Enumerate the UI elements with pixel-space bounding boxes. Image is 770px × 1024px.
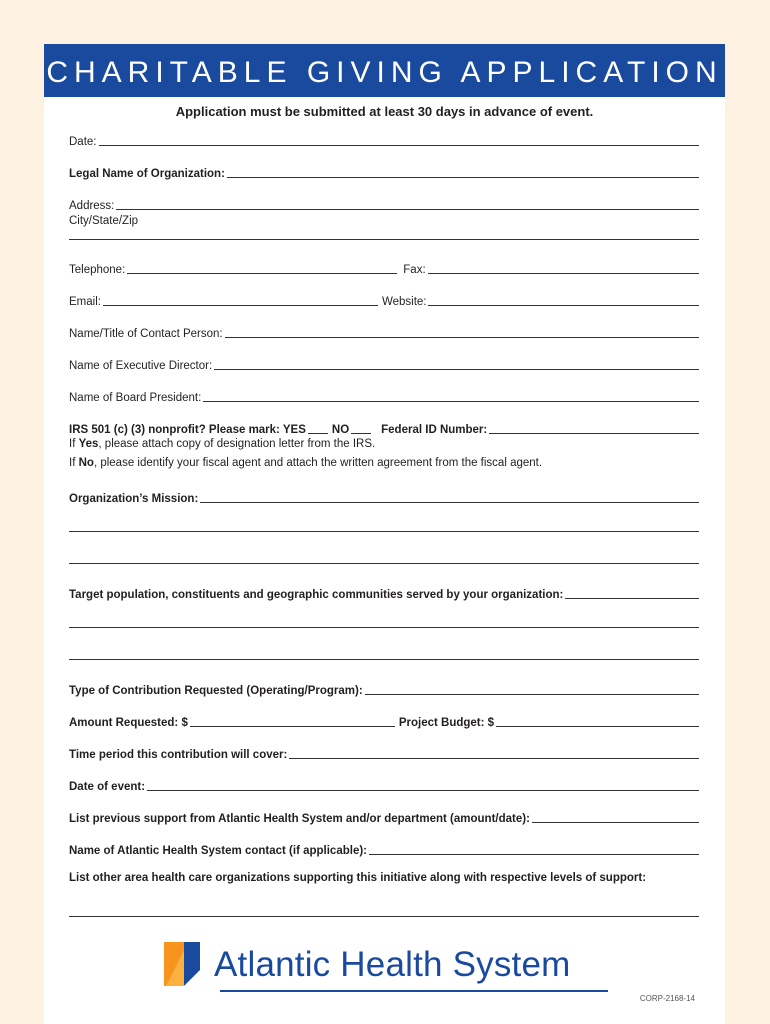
executive-director-field[interactable] xyxy=(69,352,699,372)
irs-no-blank[interactable] xyxy=(351,421,371,434)
logo-underline xyxy=(220,990,608,992)
mission-label: Organization’s Mission: xyxy=(69,493,199,505)
fax-label: Fax: xyxy=(403,264,426,276)
event-date-line[interactable] xyxy=(147,778,699,791)
address-line[interactable] xyxy=(116,197,699,210)
date-line[interactable] xyxy=(99,133,700,146)
telephone-label: Telephone: xyxy=(69,264,126,276)
atlantic-health-logo-mark-icon xyxy=(164,940,200,991)
amount-requested-line[interactable] xyxy=(190,714,395,727)
address-field[interactable] xyxy=(69,192,699,212)
irs-question-label: IRS 501 (c) (3) nonprofit? Please mark: YES xyxy=(69,424,306,436)
other-orgs-line[interactable] xyxy=(69,916,699,917)
if-no-instruction xyxy=(69,457,542,469)
city-state-zip-line[interactable] xyxy=(69,239,699,240)
if-yes-emphasis: Yes xyxy=(78,438,99,450)
city-state-zip-label: City/State/Zip xyxy=(69,215,139,227)
executive-director-line[interactable] xyxy=(214,357,699,370)
email-website-row xyxy=(69,288,699,308)
other-orgs-label: List other area health care organizations supporting this initiative along with respective levels of support: xyxy=(69,872,647,884)
contribution-type-label: Type of Contribution Requested (Operating/Program): xyxy=(69,685,363,697)
target-population-field[interactable] xyxy=(69,581,699,601)
fax-line[interactable] xyxy=(428,261,699,274)
legal-name-line[interactable] xyxy=(227,165,699,178)
time-period-field[interactable] xyxy=(69,741,699,761)
application-form-page xyxy=(44,44,725,1024)
executive-director-label: Name of Executive Director: xyxy=(69,360,213,372)
if-no-emphasis: No xyxy=(78,457,94,469)
email-label: Email: xyxy=(69,296,101,308)
contact-person-field[interactable] xyxy=(69,320,699,340)
irs-yes-blank[interactable] xyxy=(308,421,328,434)
target-population-line[interactable] xyxy=(565,586,699,599)
ahs-contact-label: Name of Atlantic Health System contact (if applicable): xyxy=(69,845,367,857)
if-yes-instruction xyxy=(69,438,375,450)
amount-requested-label: Amount Requested: $ xyxy=(69,717,188,729)
contribution-type-line[interactable] xyxy=(365,682,699,695)
amount-budget-row xyxy=(69,709,699,729)
irs-status-row xyxy=(69,416,699,436)
irs-no-label: NO xyxy=(331,424,350,436)
website-label: Website: xyxy=(381,296,427,308)
project-budget-line[interactable] xyxy=(496,714,699,727)
contact-person-line[interactable] xyxy=(225,325,699,338)
if-no-prefix: If xyxy=(69,457,79,469)
mission-line-2[interactable] xyxy=(69,531,699,532)
board-president-line[interactable] xyxy=(203,389,699,402)
form-title: CHARITABLE GIVING APPLICATION xyxy=(46,56,723,89)
if-no-text: , please identify your fiscal agent and attach the written agreement from the fiscal agent. xyxy=(93,457,543,469)
federal-id-line[interactable] xyxy=(489,421,699,434)
date-label: Date: xyxy=(69,136,97,148)
atlantic-health-logo xyxy=(164,940,571,990)
contact-person-label: Name/Title of Contact Person: xyxy=(69,328,223,340)
board-president-field[interactable] xyxy=(69,384,699,404)
logo-wordmark: Atlantic Health System xyxy=(214,945,571,984)
if-yes-text: , please attach copy of designation letter from the IRS. xyxy=(98,438,376,450)
ahs-contact-line[interactable] xyxy=(369,842,699,855)
form-title-banner xyxy=(44,44,725,97)
previous-support-field[interactable] xyxy=(69,805,699,825)
website-line[interactable] xyxy=(428,293,699,306)
previous-support-line[interactable] xyxy=(532,810,699,823)
submission-notice: Application must be submitted at least 30 days in advance of event. xyxy=(175,104,594,119)
contribution-type-field[interactable] xyxy=(69,677,699,697)
previous-support-label: List previous support from Atlantic Health System and/or department (amount/date): xyxy=(69,813,530,825)
if-yes-prefix: If xyxy=(69,438,79,450)
target-population-line-3[interactable] xyxy=(69,659,699,660)
mission-line[interactable] xyxy=(200,490,699,503)
ahs-contact-field[interactable] xyxy=(69,837,699,857)
target-population-line-2[interactable] xyxy=(69,627,699,628)
telephone-fax-row xyxy=(69,256,699,276)
mission-field[interactable] xyxy=(69,485,699,505)
time-period-line[interactable] xyxy=(289,746,699,759)
project-budget-label: Project Budget: $ xyxy=(398,717,495,729)
federal-id-label: Federal ID Number: xyxy=(381,424,488,436)
legal-name-label: Legal Name of Organization: xyxy=(69,168,225,180)
time-period-label: Time period this contribution will cover: xyxy=(69,749,288,761)
date-field[interactable] xyxy=(69,128,699,148)
event-date-label: Date of event: xyxy=(69,781,146,793)
target-population-label: Target population, constituents and geographic communities served by your organization: xyxy=(69,589,564,601)
form-code: CORP-2168-14 xyxy=(639,994,695,1003)
email-line[interactable] xyxy=(103,293,378,306)
telephone-line[interactable] xyxy=(127,261,397,274)
event-date-field[interactable] xyxy=(69,773,699,793)
board-president-label: Name of Board President: xyxy=(69,392,202,404)
mission-line-3[interactable] xyxy=(69,563,699,564)
legal-name-field[interactable] xyxy=(69,160,699,180)
address-label: Address: xyxy=(69,200,115,212)
